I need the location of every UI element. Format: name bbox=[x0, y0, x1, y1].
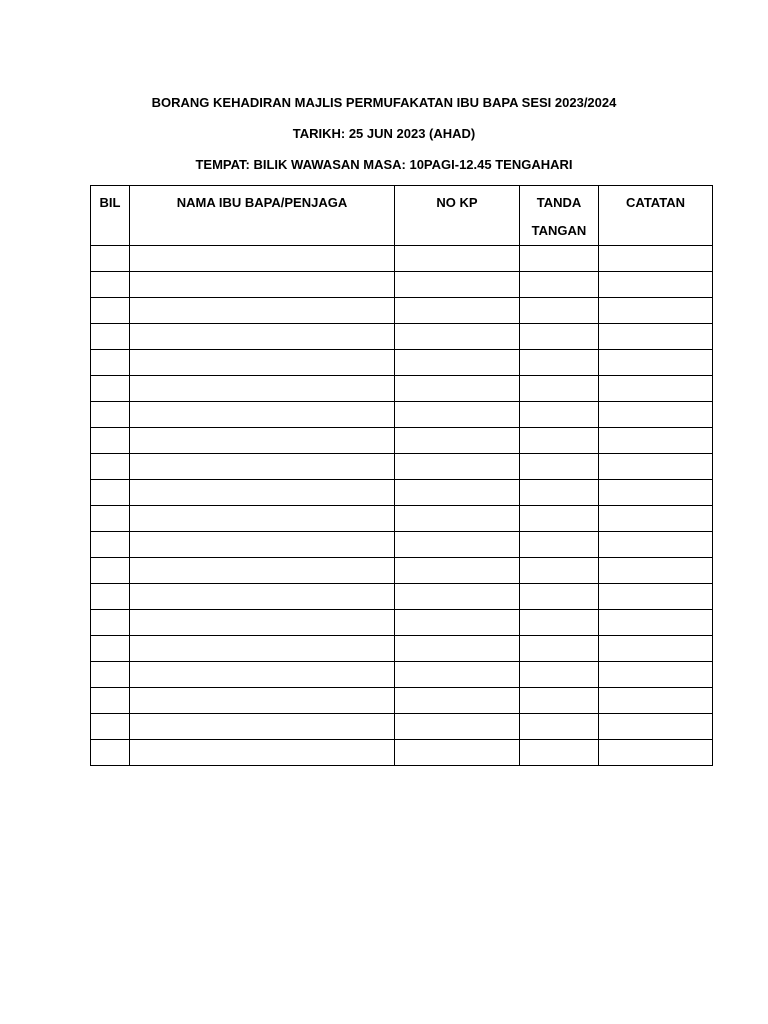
cell-no-kp bbox=[395, 636, 520, 662]
table-row bbox=[91, 350, 713, 376]
cell-nama bbox=[130, 506, 395, 532]
cell-bil bbox=[91, 350, 130, 376]
cell-catatan bbox=[599, 428, 713, 454]
cell-bil bbox=[91, 428, 130, 454]
cell-catatan bbox=[599, 454, 713, 480]
table-header-row bbox=[91, 186, 713, 246]
cell-tanda-tangan bbox=[520, 584, 599, 610]
cell-bil bbox=[91, 558, 130, 584]
cell-nama bbox=[130, 480, 395, 506]
cell-no-kp bbox=[395, 714, 520, 740]
cell-tanda-tangan bbox=[520, 740, 599, 766]
cell-bil bbox=[91, 584, 130, 610]
cell-no-kp bbox=[395, 324, 520, 350]
cell-bil bbox=[91, 506, 130, 532]
cell-catatan bbox=[599, 480, 713, 506]
table-row bbox=[91, 688, 713, 714]
cell-bil bbox=[91, 532, 130, 558]
cell-catatan bbox=[599, 532, 713, 558]
cell-no-kp bbox=[395, 272, 520, 298]
cell-bil bbox=[91, 662, 130, 688]
cell-no-kp bbox=[395, 454, 520, 480]
cell-nama bbox=[130, 324, 395, 350]
cell-no-kp bbox=[395, 558, 520, 584]
cell-no-kp bbox=[395, 480, 520, 506]
table-row bbox=[91, 298, 713, 324]
cell-tanda-tangan bbox=[520, 610, 599, 636]
cell-tanda-tangan bbox=[520, 506, 599, 532]
cell-no-kp bbox=[395, 298, 520, 324]
cell-catatan bbox=[599, 636, 713, 662]
column-header-nama: NAMA IBU BAPA/PENJAGA bbox=[130, 186, 395, 246]
table-row bbox=[91, 454, 713, 480]
cell-bil bbox=[91, 688, 130, 714]
cell-no-kp bbox=[395, 350, 520, 376]
table-row bbox=[91, 246, 713, 272]
form-date: TARIKH: 25 JUN 2023 (AHAD) bbox=[292, 126, 476, 141]
tangan-line: TANGAN bbox=[531, 223, 587, 238]
cell-tanda-tangan bbox=[520, 636, 599, 662]
cell-nama bbox=[130, 272, 395, 298]
cell-no-kp bbox=[395, 662, 520, 688]
form-venue: TEMPAT: BILIK WAWASAN MASA: 10PAGI-12.45 TENGAHARI bbox=[195, 157, 573, 172]
cell-bil bbox=[91, 636, 130, 662]
table-row bbox=[91, 480, 713, 506]
cell-no-kp bbox=[395, 376, 520, 402]
table-row bbox=[91, 636, 713, 662]
cell-bil bbox=[91, 324, 130, 350]
cell-no-kp bbox=[395, 688, 520, 714]
cell-tanda-tangan bbox=[520, 714, 599, 740]
cell-nama bbox=[130, 298, 395, 324]
cell-tanda-tangan bbox=[520, 532, 599, 558]
column-header-no-kp: NO KP bbox=[395, 186, 520, 246]
cell-bil bbox=[91, 480, 130, 506]
table-body bbox=[91, 246, 713, 766]
cell-catatan bbox=[599, 376, 713, 402]
attendance-table bbox=[90, 185, 713, 766]
table-row bbox=[91, 610, 713, 636]
cell-catatan bbox=[599, 584, 713, 610]
cell-bil bbox=[91, 402, 130, 428]
cell-bil bbox=[91, 272, 130, 298]
cell-tanda-tangan bbox=[520, 558, 599, 584]
cell-tanda-tangan bbox=[520, 324, 599, 350]
table-row bbox=[91, 402, 713, 428]
table-row bbox=[91, 662, 713, 688]
table-row bbox=[91, 740, 713, 766]
cell-bil bbox=[91, 246, 130, 272]
cell-bil bbox=[91, 610, 130, 636]
cell-bil bbox=[91, 740, 130, 766]
cell-tanda-tangan bbox=[520, 688, 599, 714]
table-row bbox=[91, 324, 713, 350]
cell-no-kp bbox=[395, 246, 520, 272]
cell-tanda-tangan bbox=[520, 376, 599, 402]
cell-tanda-tangan bbox=[520, 428, 599, 454]
cell-nama bbox=[130, 402, 395, 428]
cell-tanda-tangan bbox=[520, 454, 599, 480]
cell-nama bbox=[130, 428, 395, 454]
cell-bil bbox=[91, 298, 130, 324]
cell-nama bbox=[130, 714, 395, 740]
cell-nama bbox=[130, 532, 395, 558]
table-row bbox=[91, 428, 713, 454]
table-row bbox=[91, 584, 713, 610]
table-row bbox=[91, 376, 713, 402]
table-row bbox=[91, 532, 713, 558]
table-row bbox=[91, 506, 713, 532]
cell-no-kp bbox=[395, 584, 520, 610]
cell-tanda-tangan bbox=[520, 246, 599, 272]
cell-nama bbox=[130, 584, 395, 610]
cell-bil bbox=[91, 714, 130, 740]
tanda-line: TANDA bbox=[536, 195, 582, 210]
table-row bbox=[91, 272, 713, 298]
cell-no-kp bbox=[395, 532, 520, 558]
cell-bil bbox=[91, 376, 130, 402]
cell-tanda-tangan bbox=[520, 662, 599, 688]
cell-tanda-tangan bbox=[520, 480, 599, 506]
cell-nama bbox=[130, 662, 395, 688]
cell-catatan bbox=[599, 350, 713, 376]
table-row bbox=[91, 558, 713, 584]
cell-catatan bbox=[599, 246, 713, 272]
cell-nama bbox=[130, 376, 395, 402]
cell-bil bbox=[91, 454, 130, 480]
cell-no-kp bbox=[395, 610, 520, 636]
cell-nama bbox=[130, 454, 395, 480]
cell-catatan bbox=[599, 688, 713, 714]
cell-nama bbox=[130, 636, 395, 662]
cell-no-kp bbox=[395, 506, 520, 532]
table-row bbox=[91, 714, 713, 740]
column-header-bil: BIL bbox=[91, 186, 130, 246]
cell-catatan bbox=[599, 298, 713, 324]
cell-catatan bbox=[599, 714, 713, 740]
cell-catatan bbox=[599, 324, 713, 350]
cell-no-kp bbox=[395, 428, 520, 454]
cell-nama bbox=[130, 688, 395, 714]
cell-catatan bbox=[599, 402, 713, 428]
cell-nama bbox=[130, 350, 395, 376]
cell-nama bbox=[130, 246, 395, 272]
cell-catatan bbox=[599, 506, 713, 532]
cell-nama bbox=[130, 558, 395, 584]
cell-catatan bbox=[599, 272, 713, 298]
cell-tanda-tangan bbox=[520, 350, 599, 376]
cell-catatan bbox=[599, 610, 713, 636]
column-header-tanda-tangan bbox=[520, 186, 599, 246]
cell-catatan bbox=[599, 662, 713, 688]
cell-catatan bbox=[599, 558, 713, 584]
cell-no-kp bbox=[395, 740, 520, 766]
cell-catatan bbox=[599, 740, 713, 766]
cell-no-kp bbox=[395, 402, 520, 428]
column-header-catatan: CATATAN bbox=[599, 186, 713, 246]
cell-tanda-tangan bbox=[520, 272, 599, 298]
cell-tanda-tangan bbox=[520, 402, 599, 428]
form-title: BORANG KEHADIRAN MAJLIS PERMUFAKATAN IBU BAPA SESI 2023/2024 bbox=[151, 95, 617, 110]
cell-nama bbox=[130, 610, 395, 636]
cell-tanda-tangan bbox=[520, 298, 599, 324]
cell-nama bbox=[130, 740, 395, 766]
